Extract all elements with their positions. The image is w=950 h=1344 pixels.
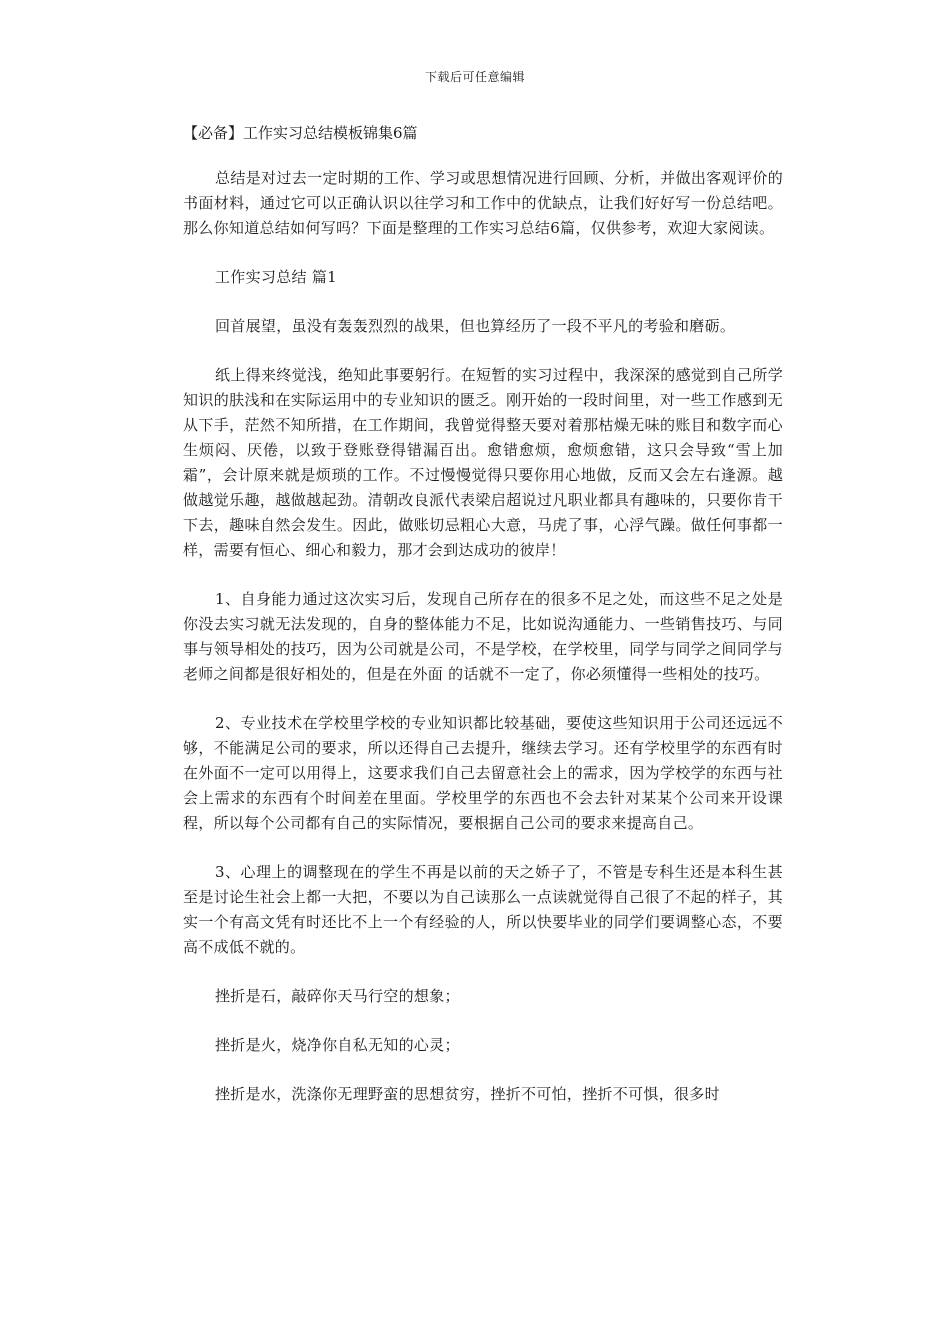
document-body	[183, 120, 783, 1107]
paragraph: 3、心理上的调整现在的学生不再是以前的天之娇子了，不管是专科生还是本科生甚至是讨论生社会上都一大把，不要以为自己读那么一点读就觉得自己很了不起的样子，其实一个有高文凭有时还比不上一个有经验的人，所以快要毕业的同学们要调整心态，不要高不成低不就的。	[183, 863, 783, 956]
paragraph: 挫折是石，敲碎你天马行空的想象；	[215, 987, 460, 1005]
page-header: 下载后可任意编辑	[424, 70, 525, 84]
paragraph: 1、自身能力通过这次实习后，发现自己所存在的很多不足之处，而这些不足之处是你没去实习就无法发现的，自身的整体能力不足，比如说沟通能力、一些销售技巧、与同事与领导相处的技巧，因为公司就是公司，不是学校，在学校里，同学与同学之间同学与老师之间都是很好相处的，但是在外面 的话就不一定了，你必须懂得一些相处的技巧。	[183, 590, 783, 683]
paragraph: 挫折是水，洗涤你无理野蛮的思想贫穷，挫折不可怕，挫折不可惧，很多时	[215, 1085, 720, 1103]
document-title: 【必备】工作实习总结模板锦集6篇	[183, 124, 418, 142]
paragraph: 回首展望，虽没有轰轰烈烈的战果，但也算经历了一段不平凡的考验和磨砺。	[215, 317, 736, 335]
intro-paragraph: 总结是对过去一定时期的工作、学习或思想情况进行回顾、分析，并做出客观评价的书面材料，通过它可以正确认识以往学习和工作中的优缺点，让我们好好写一份总结吧。那么你知道总结如何写吗？下面是整理的工作实习总结6篇，仅供参考，欢迎大家阅读。	[183, 169, 783, 237]
paragraph: 挫折是火，烧净你自私无知的心灵；	[215, 1036, 460, 1054]
paragraph: 纸上得来终觉浅，绝知此事要躬行。在短暂的实习过程中，我深深的感觉到自己所学知识的肤浅和在实际运用中的专业知识的匮乏。刚开始的一段时间里，对一些工作感到无从下手，茫然不知所措，在工作期间，我曾觉得整天要对着那枯燥无味的账目和数字而心生烦闷、厌倦，以致于登账登得错漏百出。愈错愈烦，愈烦愈错，这只会导致“雪上加霜”，会计原来就是烦琐的工作。不过慢慢觉得只要你用心地做，反而又会左右逢源。越做越觉乐趣，越做越起劲。清朝改良派代表梁启超说过凡职业都具有趣味的，只要你肯干下去，趣味自然会发生。因此，做账切忌粗心大意，马虎了事，心浮气躁。做任何事都一样，需要有恒心、细心和毅力，那才会到达成功的彼岸！	[183, 366, 783, 559]
section-heading: 工作实习总结 篇1	[215, 268, 338, 286]
paragraph: 2、专业技术在学校里学校的专业知识都比较基础，要使这些知识用于公司还远远不够，不能满足公司的要求，所以还得自己去提升，继续去学习。还有学校里学的东西有时在外面不一定可以用得上，这要求我们自己去留意社会上的需求，因为学校学的东西与社会上需求的东西有个时间差在里面。学校里学的东西也不会去针对某某个公司来开设课程，所以每个公司都有自己的实际情况，要根据自己公司的要求来提高自己。	[183, 714, 783, 832]
